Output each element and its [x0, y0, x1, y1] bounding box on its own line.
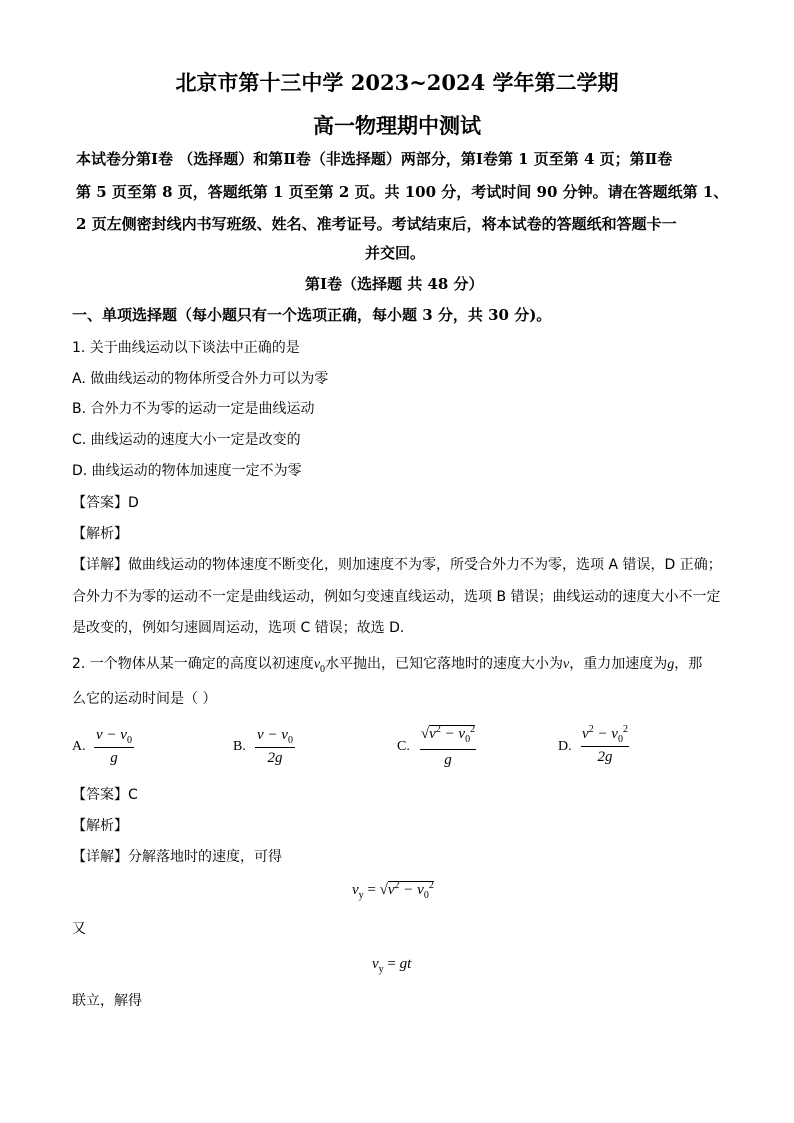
exam-title: 北京市第十三中学 2023~2024 学年第二学期 [175, 70, 619, 95]
q2-analysis-label: 【解析】 [72, 818, 128, 834]
q2-again: 又 [72, 921, 86, 937]
section1-heading: 一、单项选择题（每小题只有一个选项正确，每小题 3 分，共 30 分)。 [72, 306, 552, 324]
q2-option-a-formula: $v - v_0$ g [94, 727, 134, 767]
detail-label: 【详解】 [72, 849, 128, 865]
answer-label: 【答案】 [72, 787, 128, 803]
detail-label: 【详解】 [72, 557, 128, 573]
q2-option-c-letter: C. [397, 739, 410, 754]
v-symbol: v [563, 657, 570, 672]
q1-detail-line-2: 合外力不为零的运动不一定是曲线运动，例如匀变速直线运动，选项 B 错误；曲线运动的速度大小不一定 [72, 589, 721, 605]
q2-option-c-formula: $√v^2 - v_0^2$ g [420, 724, 476, 768]
q2-option-b-formula: $v - v_0$ 2g [255, 727, 295, 767]
q2-stem-line-2: 么它的运动时间是（ ） [72, 691, 217, 707]
q2-option-d-formula: $v^2 - v_0^2$ 2g [582, 724, 628, 765]
exam-subtitle: 高一物理期中测试 [313, 113, 481, 138]
q2-detail [72, 850, 282, 864]
q1-analysis-label: 【解析】 [72, 526, 128, 542]
q1-option-c: C. 曲线运动的速度大小一定是改变的 [72, 432, 301, 448]
q1-detail-line-3: 是改变的，例如匀速圆周运动，选项 C 错误；故选 D. [72, 620, 405, 636]
instructions-line-1: 本试卷分第Ⅰ卷 （选择题）和第Ⅱ卷（非选择题）两部分，第Ⅰ卷第 1 页至第 4 页；第Ⅱ卷 [76, 150, 673, 168]
v0-symbol: $v_0$ [313, 657, 326, 675]
instructions-line-3: 2 页左侧密封线内书写班级、姓名、准考证号。考试结束后，将本试卷的答题纸和答题卡一 [76, 215, 677, 233]
q1-answer [72, 496, 139, 510]
q1-option-d: D. 曲线运动的物体加速度一定不为零 [72, 463, 302, 479]
answer-label: 【答案】 [72, 495, 128, 511]
q2-combine: 联立，解得 [72, 993, 142, 1009]
q2-option-d-letter: D. [558, 739, 572, 754]
q1-option-b: B. 合外力不为零的运动一定是曲线运动 [72, 401, 315, 417]
q2-answer [72, 788, 138, 802]
equation-vy-gt: $v_y$ = gt [372, 956, 412, 975]
q1-stem: 1. 关于曲线运动以下谈法中正确的是 [72, 340, 300, 356]
answer-value: C [128, 787, 138, 803]
part1-heading: 第Ⅰ卷（选择题 共 48 分） [305, 275, 484, 293]
q2-option-a-letter: A. [72, 739, 86, 754]
instructions-line-4: 并交回。 [365, 244, 426, 262]
detail-text: 分解落地时的速度，可得 [128, 849, 282, 865]
q2-stem-line-1: 2. 一个物体从某一确定的高度以初速度$v_0$水平抛出，已知它落地时的速度大小为v，重力加速度为g，那 [72, 656, 703, 675]
answer-value: D [128, 495, 139, 511]
q2-option-b-letter: B. [233, 739, 246, 754]
detail-text: 做曲线运动的物体速度不断变化，则加速度不为零，所受合外力不为零，选项 A 错误，D 正确； [128, 557, 722, 573]
q1-detail-line-1 [72, 558, 722, 572]
equation-vy-sqrt: $v_y = √v^2 - v_0^2$ [352, 880, 434, 901]
instructions-line-2: 第 5 页至第 8 页，答题纸第 1 页至第 2 页。共 100 分，考试时间 90 分钟。请在答题纸第 1、 [76, 183, 729, 201]
g-symbol: g [667, 657, 675, 672]
q1-option-a: A. 做曲线运动的物体所受合外力可以为零 [72, 371, 329, 387]
